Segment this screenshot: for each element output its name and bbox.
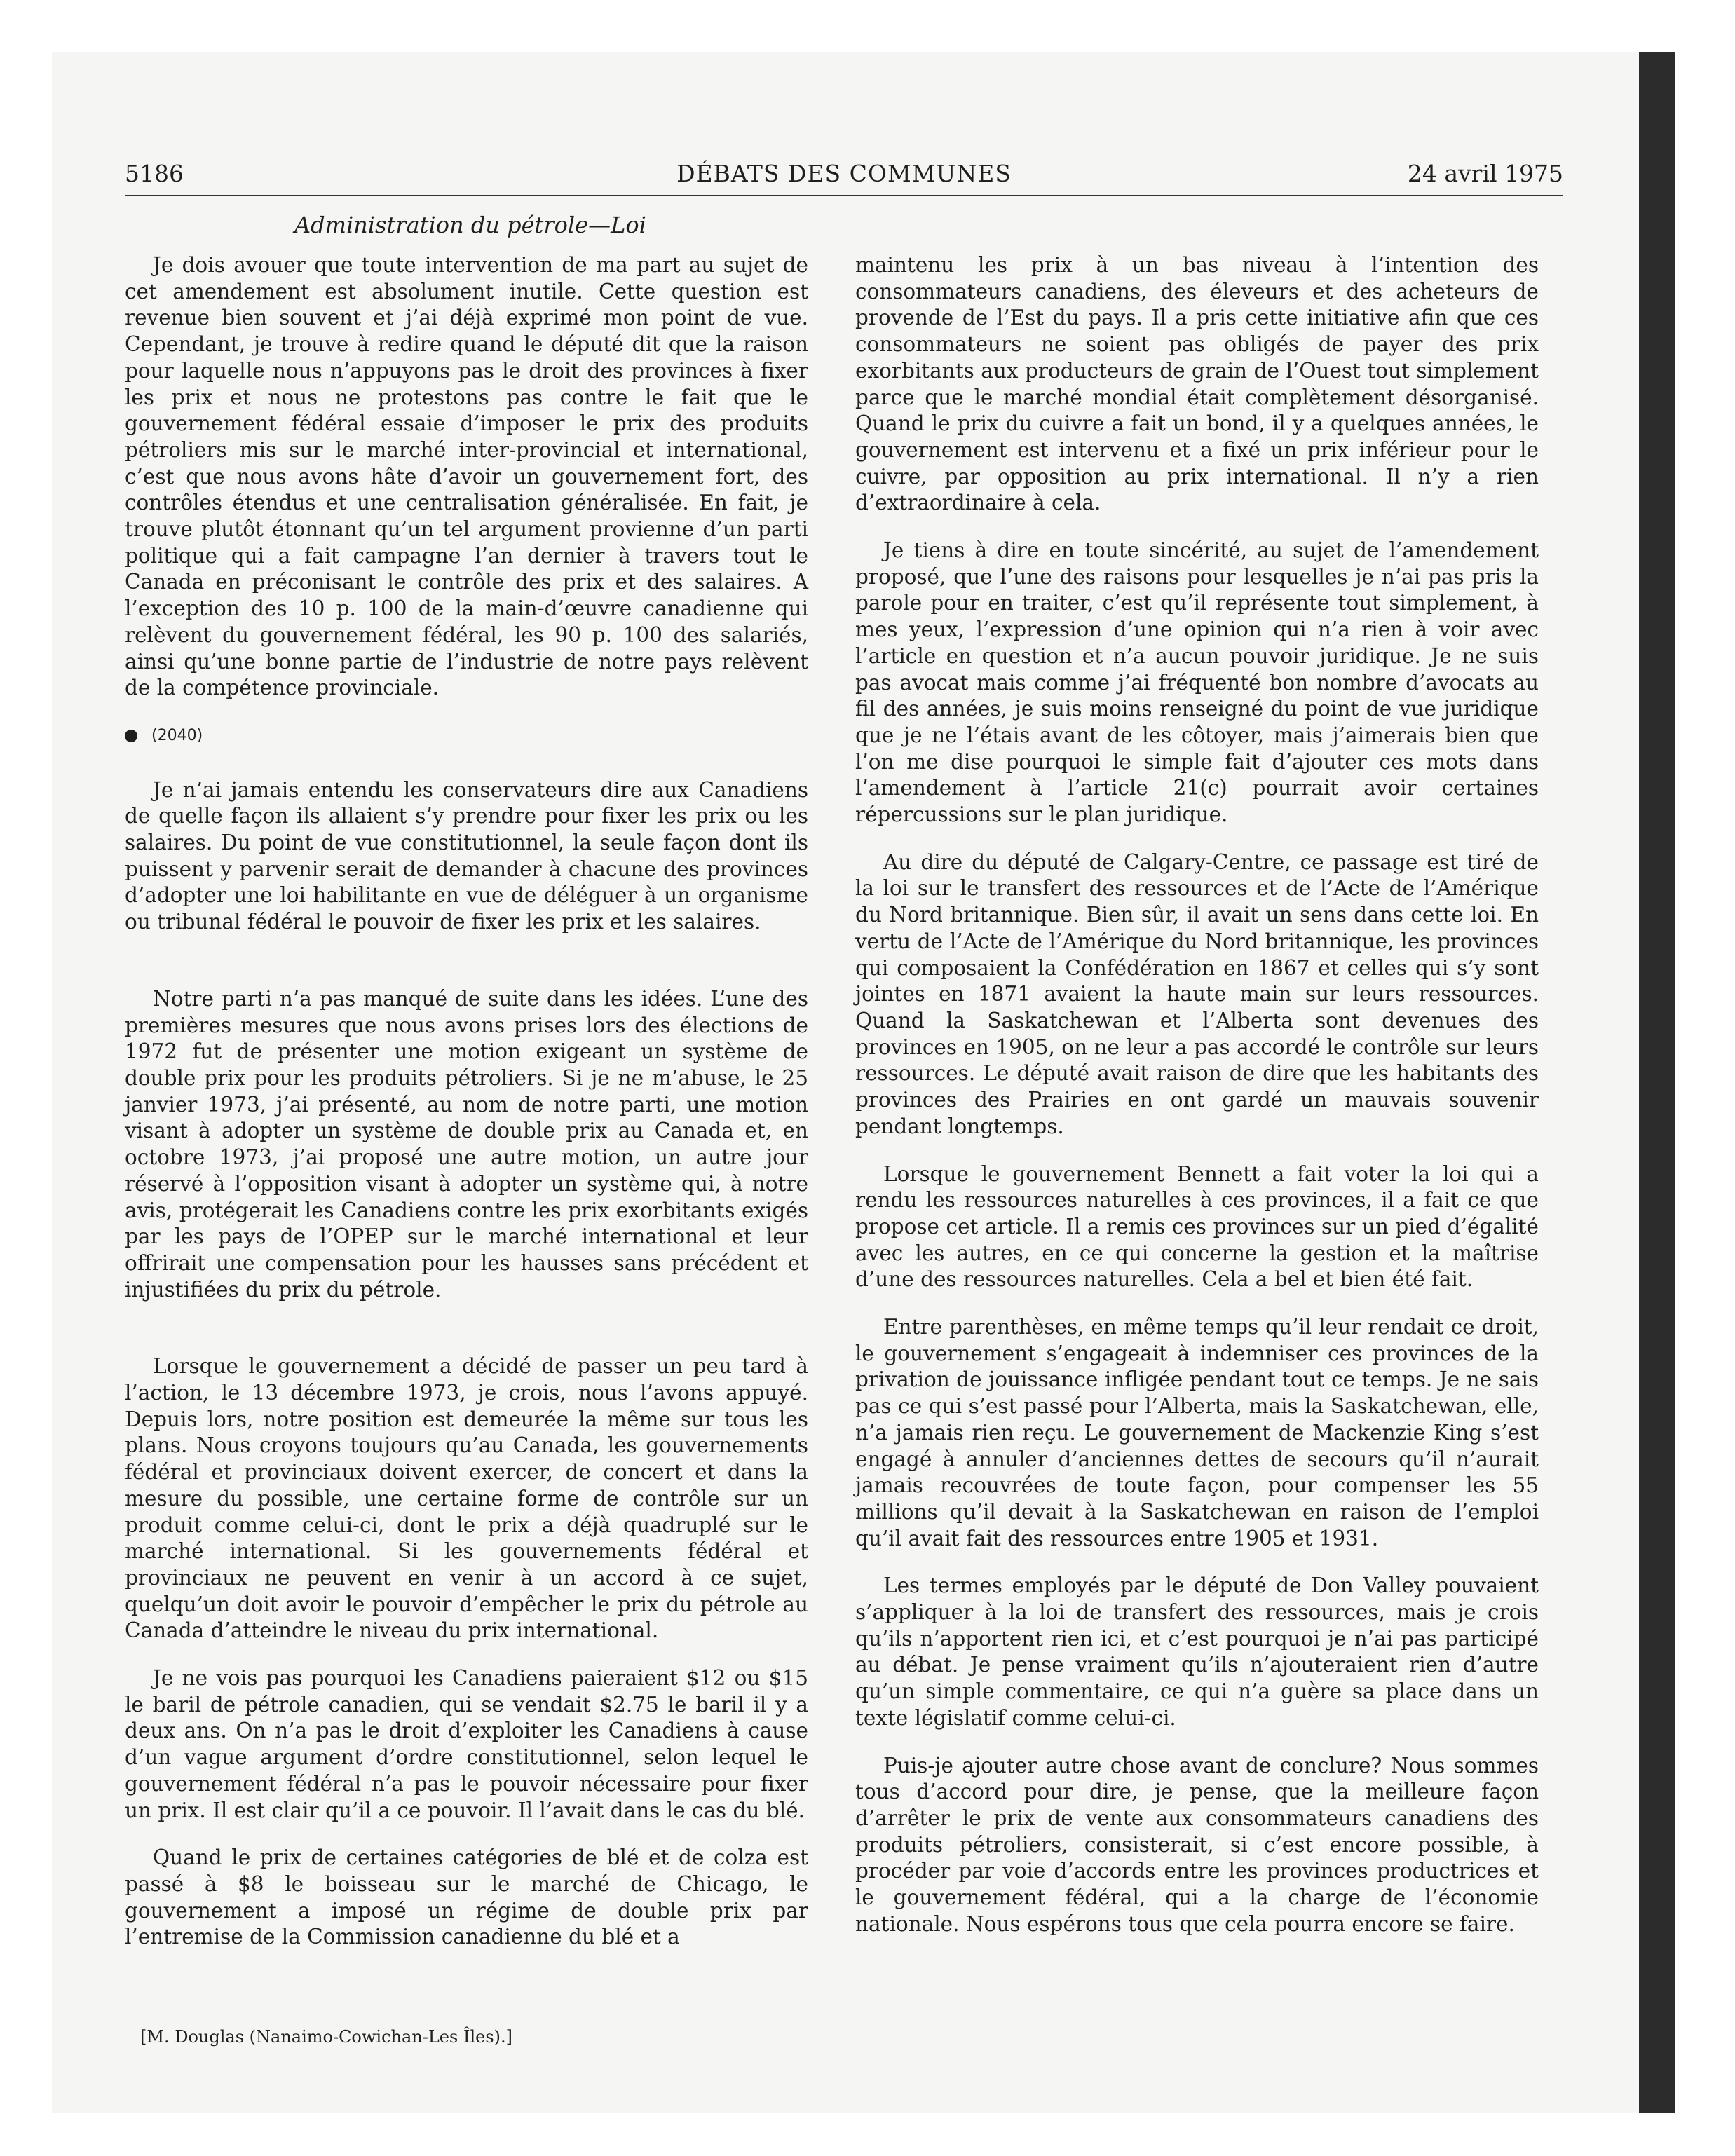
page-header xyxy=(125,160,1563,196)
left-column xyxy=(125,252,808,1972)
page-number: 5186 xyxy=(125,160,184,187)
paragraph: Puis-je ajouter autre chose avant de conclure? Nous sommes tous d’accord pour dire, je pense, que la meilleure façon d’arrêter le prix de vente aux consommateurs canadiens des produits pétroliers, consisterait, si c’est encore possible, à procéder par voie d’accords entre les provinces productrices et le gouvernement fédéral, qui a la charge de l’économie nationale. Nous espérons tous que cela pourra encore se faire. xyxy=(855,1753,1539,1936)
paragraph: Entre parenthèses, en même temps qu’il leur rendait ce droit, le gouvernement s’engageait à indemniser ces provinces de la privation de jouissance infligée pendant tout ce temps. Je ne sais pas ce qui s’est passé pour l’Alberta, mais la Saskatchewan, elle, n’a jamais rien reçu. Le gouvernement de Mackenzie King s’est engagé à annuler d’anciennes dettes de secours qu’il n’aurait jamais recouvrées de toute façon, pour compenser les 55 millions qu’il devait à la Saskatchewan en raison de l’emploi qu’il avait fait des ressources entre 1905 et 1931. xyxy=(855,1315,1539,1550)
paragraph: Je ne vois pas pourquoi les Canadiens paieraient $12 ou $15 le baril de pétrole canadien, qui se vendait $2.75 le baril il y a deux ans. On n’a pas le droit d’exploiter les Canadiens à cause d’un vague argument d’ordre constitutionnel, selon lequel le gouvernement fédéral n’a pas le pouvoir nécessaire pour fixer un prix. Il est clair qu’il a ce pouvoir. Il l’avait dans le cas du blé. xyxy=(125,1666,808,1822)
right-column xyxy=(855,252,1539,1958)
speaker-attribution: [M. Douglas (Nanaimo-Cowichan-Les Îles).] xyxy=(140,2027,512,2047)
paragraph: Je dois avouer que toute intervention de ma part au sujet de cet amendement est absolument inutile. Cette question est revenue bien souvent et j’ai déjà exprimé mon point de vue. Cependant, je trouve à redire quand le député dit que la raison pour laquelle nous n’appuyons pas le droit des provinces à fixer les prix et nous ne protestons pas contre le fait que le gouvernement fédéral essaie d’imposer le prix des produits pétroliers mis sur le marché inter-provincial et international, c’est que nous avons hâte d’avoir un gouvernement fort, des contrôles étendus et une centralisation généralisée. En fait, je trouve plutôt étonnant qu’un tel argument provienne d’un parti politique qui a fait campagne l’an dernier à travers tout le Canada en préconisant le contrôle des prix et des salaires. A l’exception des 10 p. 100 de la main-d’œuvre canadienne qui relèvent du gouvernement fédéral, les 90 p. 100 des salariés, ainsi qu’une bonne partie de l’industrie de notre pays relèvent de la compétence provinciale. xyxy=(125,253,808,700)
paragraph-continued: maintenu les prix à un bas niveau à l’intention des consommateurs canadiens, des éleveurs et des acheteurs de provende de l’Est du pays. Il a pris cette initiative afin que ces consommateurs ne soient pas obligés de payer des prix exorbitants aux producteurs de grain de l’Ouest tout simplement parce que le marché mondial était complètement désorganisé. Quand le prix du cuivre a fait un bond, il y a quelques années, le gouvernement est intervenu et a fixé un prix inférieur pour le cuivre, par opposition au prix international. Il n’y a rien d’extraordinaire à cela. xyxy=(855,253,1539,515)
time-marker xyxy=(125,723,808,749)
scan-edge-bar xyxy=(1639,52,1675,2113)
time-marker-label: (2040) xyxy=(151,726,203,744)
paragraph: Au dire du député de Calgary-Centre, ce passage est tiré de la loi sur le transfert des ressources et de l’Acte de l’Amérique du Nord britannique. Bien sûr, il avait un sens dans cette loi. En vertu de l’Acte de l’Amérique du Nord britannique, les provinces qui composaient la Confédération en 1867 et celles qui s’y sont jointes en 1871 avaient la haute main sur leurs ressources. Quand la Saskatchewan et l’Alberta sont devenues des provinces en 1905, on ne leur a pas accordé le contrôle sur leurs ressources. Le député avait raison de dire que les habitants des provinces des Prairies en ont gardé un mauvais souvenir pendant longtemps. xyxy=(855,850,1539,1138)
paragraph: Lorsque le gouvernement Bennett a fait voter la loi qui a rendu les ressources naturelles à ces provinces, il a fait ce que propose cet article. Il a remis ces provinces sur un pied d’égalité avec les autres, en ce qui concerne la gestion et la maîtrise d’une des ressources naturelles. Cela a bel et bien été fait. xyxy=(855,1161,1539,1292)
paragraph: Notre parti n’a pas manqué de suite dans les idées. L’une des premières mesures que nous avons prises lors des élections de 1972 fut de présenter une motion exigeant un système de double prix pour les produits pétroliers. Si je ne m’abuse, le 25 janvier 1973, j’ai présenté, au nom de notre parti, une motion visant à adopter un système de double prix au Canada et, en octobre 1973, j’ai proposé une autre motion, un autre jour réservé à l’opposition visant à adopter un système qui, à notre avis, protégerait les Canadiens contre les prix exorbitants exigés par les pays de l’OPEP sur le marché international et leur offrirait une compensation pour les hausses sans précédent et injustifiées du prix du pétrole. xyxy=(125,986,808,1302)
paragraph: Quand le prix de certaines catégories de blé et de colza est passé à $8 le boisseau sur le marché de Chicago, le gouvernement a imposé un régime de double prix par l’entremise de la Commission canadienne du blé et a xyxy=(125,1845,808,1949)
bullet-icon xyxy=(125,730,137,742)
subject-heading: Administration du pétrole—Loi xyxy=(294,212,646,238)
page-date: 24 avril 1975 xyxy=(1407,160,1563,187)
paragraph: Les termes employés par le député de Don Valley pouvaient s’appliquer à la loi de transfert des ressources, mais je crois qu’ils n’apportent rien ici, et c’est pourquoi je n’ai pas participé au débat. Je pense vraiment qu’ils n’ajouteraient rien d’autre qu’un simple commentaire, ce qui n’a guère sa place dans un texte législatif comme celui-ci. xyxy=(855,1574,1539,1730)
paragraph: Je tiens à dire en toute sincérité, au sujet de l’amendement proposé, que l’une des raisons pour lesquelles je n’ai pas pris la parole pour en traiter, c’est qu’il représente tout simplement, à mes yeux, l’expression d’une opinion qui n’a rien à voir avec l’article en question et n’a aucun pouvoir juridique. Je ne suis pas avocat mais comme j’ai fréquenté bon nombre d’avocats au fil des années, je suis moins renseigné du point de vue juridique que je ne l’étais avant de les côtoyer, mais j’aimerais bien que l’on me dise pourquoi le simple fait d’ajouter ces mots dans l’amendement à l’article 21(c) pourrait avoir certaines répercussions sur le plan juridique. xyxy=(855,538,1539,827)
paragraph: Je n’ai jamais entendu les conservateurs dire aux Canadiens de quelle façon ils allaient s’y prendre pour fixer les prix ou les salaires. Du point de vue constitutionnel, la seule façon dont ils puissent y parvenir serait de demander à chacune des provinces d’adopter une loi habilitante en vue de déléguer à un organisme ou tribunal fédéral le pouvoir de fixer les prix et les salaires. xyxy=(125,777,808,934)
publication-title: DÉBATS DES COMMUNES xyxy=(676,160,1012,187)
paragraph: Lorsque le gouvernement a décidé de passer un peu tard à l’action, le 13 décembre 1973, je crois, nous l’avons appuyé. Depuis lors, notre position est demeurée la même sur tous les plans. Nous croyons toujours qu’au Canada, les gouvernements fédéral et provinciaux doivent exercer, de concert et dans la mesure du possible, une certaine forme de contrôle sur un produit comme celui-ci, dont le prix a déjà quadruplé sur le marché international. Si les gouvernements fédéral et provinciaux ne peuvent en venir à un accord à ce sujet, quelqu’un doit avoir le pouvoir d’empêcher le prix du pétrole au Canada d’atteindre le niveau du prix international. xyxy=(125,1354,808,1643)
